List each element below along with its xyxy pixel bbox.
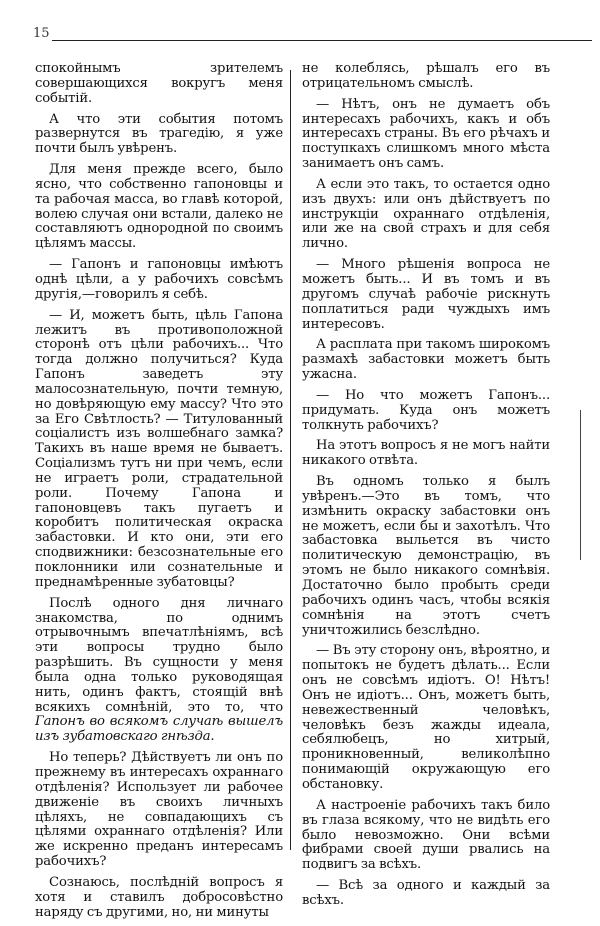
- paragraph: [302, 62, 550, 92]
- paragraph-text: — Много рѣшенія вопроса не можетъ быть... И въ томъ и въ другомъ случаѣ рабочіе рискнуть поплатиться ради чуждыхъ имъ интересовъ.: [302, 257, 550, 332]
- paragraph-text: — Всѣ за одного и каждый за всѣхъ.: [302, 878, 550, 908]
- margin-line: [580, 410, 581, 560]
- paragraph-text: — Въ эту сторону онъ, вѣроятно, и попытокъ не будетъ дѣлать... Если онъ не совсѣмъ идіотъ. О! Нѣтъ! Онъ не идіотъ... Онъ, можетъ быть, невежественный человѣкъ, человѣкъ безъ жажды идеала, себялюбецъ, но хитрый, проникновенный, великолѣпно понимающій окружающую его обстановку.: [302, 643, 550, 792]
- paragraph: [35, 751, 283, 870]
- page-number: 15: [33, 26, 50, 41]
- paragraph: [302, 879, 550, 909]
- italic-emphasis: Гапонъ во всякомъ случаѣ вышелъ изъ зубатовскаго гнѣзда.: [35, 714, 283, 745]
- paragraph: [35, 876, 283, 921]
- paragraph: [35, 113, 283, 158]
- paragraph-text: А если это такъ, то остается одно изъ двухъ: или онъ дѣйствуетъ по инструкціи охраннаго отдѣленія, или же на свой страхъ и для себя лично.: [302, 176, 550, 252]
- paragraph: [302, 644, 550, 792]
- paragraph: [302, 258, 550, 332]
- paragraph: [35, 163, 283, 252]
- paragraph-text: Но теперь? Дѣйствуетъ ли онъ по прежнему въ интересахъ охраннаго отдѣленія? Использует ли рабочее движеніе въ своихъ личныхъ цѣляхъ, не совпадающихъ съ цѣлями охраннаго отдѣленія? Или же искренно преданъ интересамъ рабочихъ?: [35, 750, 283, 870]
- paragraph: [302, 389, 550, 434]
- paragraph: [35, 62, 283, 107]
- paragraph-text: — Гапонъ и гапоновцы имѣютъ однѣ цѣли, а у рабочихъ совсѣмъ другія,—говорилъ я себѣ.: [35, 257, 283, 302]
- column-divider: [290, 70, 291, 850]
- paragraph-text: Въ одномъ только я былъ увѣренъ.—Это въ томъ, что измѣнить окраску забастовки онъ не можетъ, если бы и захотѣлъ. Что забастовка выльется въ чисто политическую демонстрацію, въ этомъ не было никакого сомнѣвія. Достаточно было пробыть среди рабочихъ одинъ часъ, чтобы всякія сомнѣнія на этотъ счетъ уничтожились безслѣдно.: [302, 474, 550, 638]
- paragraph-text: Для меня прежде всего, было ясно, что собственно гапоновцы и та рабочая масса, во главѣ которой, волею случая они встали, далеко не составляютъ однородной по своимъ цѣлямъ массы.: [35, 162, 283, 252]
- paragraph-text: На этотъ вопросъ я не могъ найти никакого отвѣта.: [302, 438, 550, 469]
- paragraph-text: А что эти события потомъ развернутся въ трагедію, я уже почти былъ увѣренъ.: [35, 111, 283, 157]
- paragraph-text: не колеблясь, рѣшалъ его въ отрицательномъ смыслѣ.: [302, 61, 550, 91]
- paragraph-text: — Нѣтъ, онъ не думаетъ объ интересахъ рабочихъ, какъ и объ интересахъ страны. Въ его рѣчахъ и поступкахъ слишкомъ много мѣста занимаетъ онъ самъ.: [302, 96, 550, 172]
- paragraph: [302, 439, 550, 469]
- header-rule: [52, 40, 592, 41]
- paragraph: [302, 98, 550, 172]
- paragraph: [302, 178, 550, 252]
- paragraph: [302, 475, 550, 638]
- paragraph-text: — Но что можетъ Гапонъ... придумать. Куда онъ можетъ толкнуть рабочихъ?: [302, 387, 550, 433]
- paragraph: [302, 799, 550, 873]
- paragraph: [302, 338, 550, 383]
- right-column: [302, 62, 550, 915]
- paragraph-text: Послѣ одного дня личнаго знакомства, по однимъ отрывочнымъ впечатлѣніямъ, всѣ эти вопросы трудно было разрѣшить. Въ сущности у меня была одна только руководящая нить, одинъ фактъ, стоящій внѣ всякихъ сомнѣній, это то, что: [35, 595, 283, 715]
- paragraph: [35, 309, 283, 591]
- paragraph-text: спокойнымъ зрителемъ совершающихся вокругъ меня событій.: [35, 61, 283, 106]
- paragraph-text: А настроеніе рабочихъ такъ било въ глаза всякому, что не видѣть его было невозможно. Они всѣми фибрами своей души рвались на подвигъ за всѣхъ.: [302, 797, 550, 873]
- paragraph: [35, 597, 283, 745]
- left-column: [35, 62, 283, 926]
- paragraph-text: — И, можетъ быть, цѣль Гапона лежитъ въ противоположной сторонѣ отъ цѣли рабочихъ... Что тогда должно получиться? Куда Гапонъ заведетъ эту малосознательную, почти темную, но довѣряющую ему массу? Что это за Его Свѣтлость? — Титулованный соціалистъ изъ волшебнаго замка? Такихъ въ наше время не бываетъ. Соціализмъ тутъ ни при чемъ, если не играетъ роли, страдательной роли. Почему Гапона и гапоновцевъ такъ пугаетъ и коробитъ политическая окраска забастовки. И кто они, эти его сподвижники: безсознательные его поклонники или сознательные и преднамѣренные зубатовцы?: [35, 307, 283, 590]
- paragraph-text: А расплата при такомъ широкомъ размахѣ забастовки можетъ быть ужасна.: [302, 337, 550, 383]
- paragraph-text: Сознаюсь, послѣдній вопросъ я хотя и ставилъ добросовѣстно наряду съ другими, но, ни минуты: [35, 874, 283, 920]
- paragraph: [35, 258, 283, 303]
